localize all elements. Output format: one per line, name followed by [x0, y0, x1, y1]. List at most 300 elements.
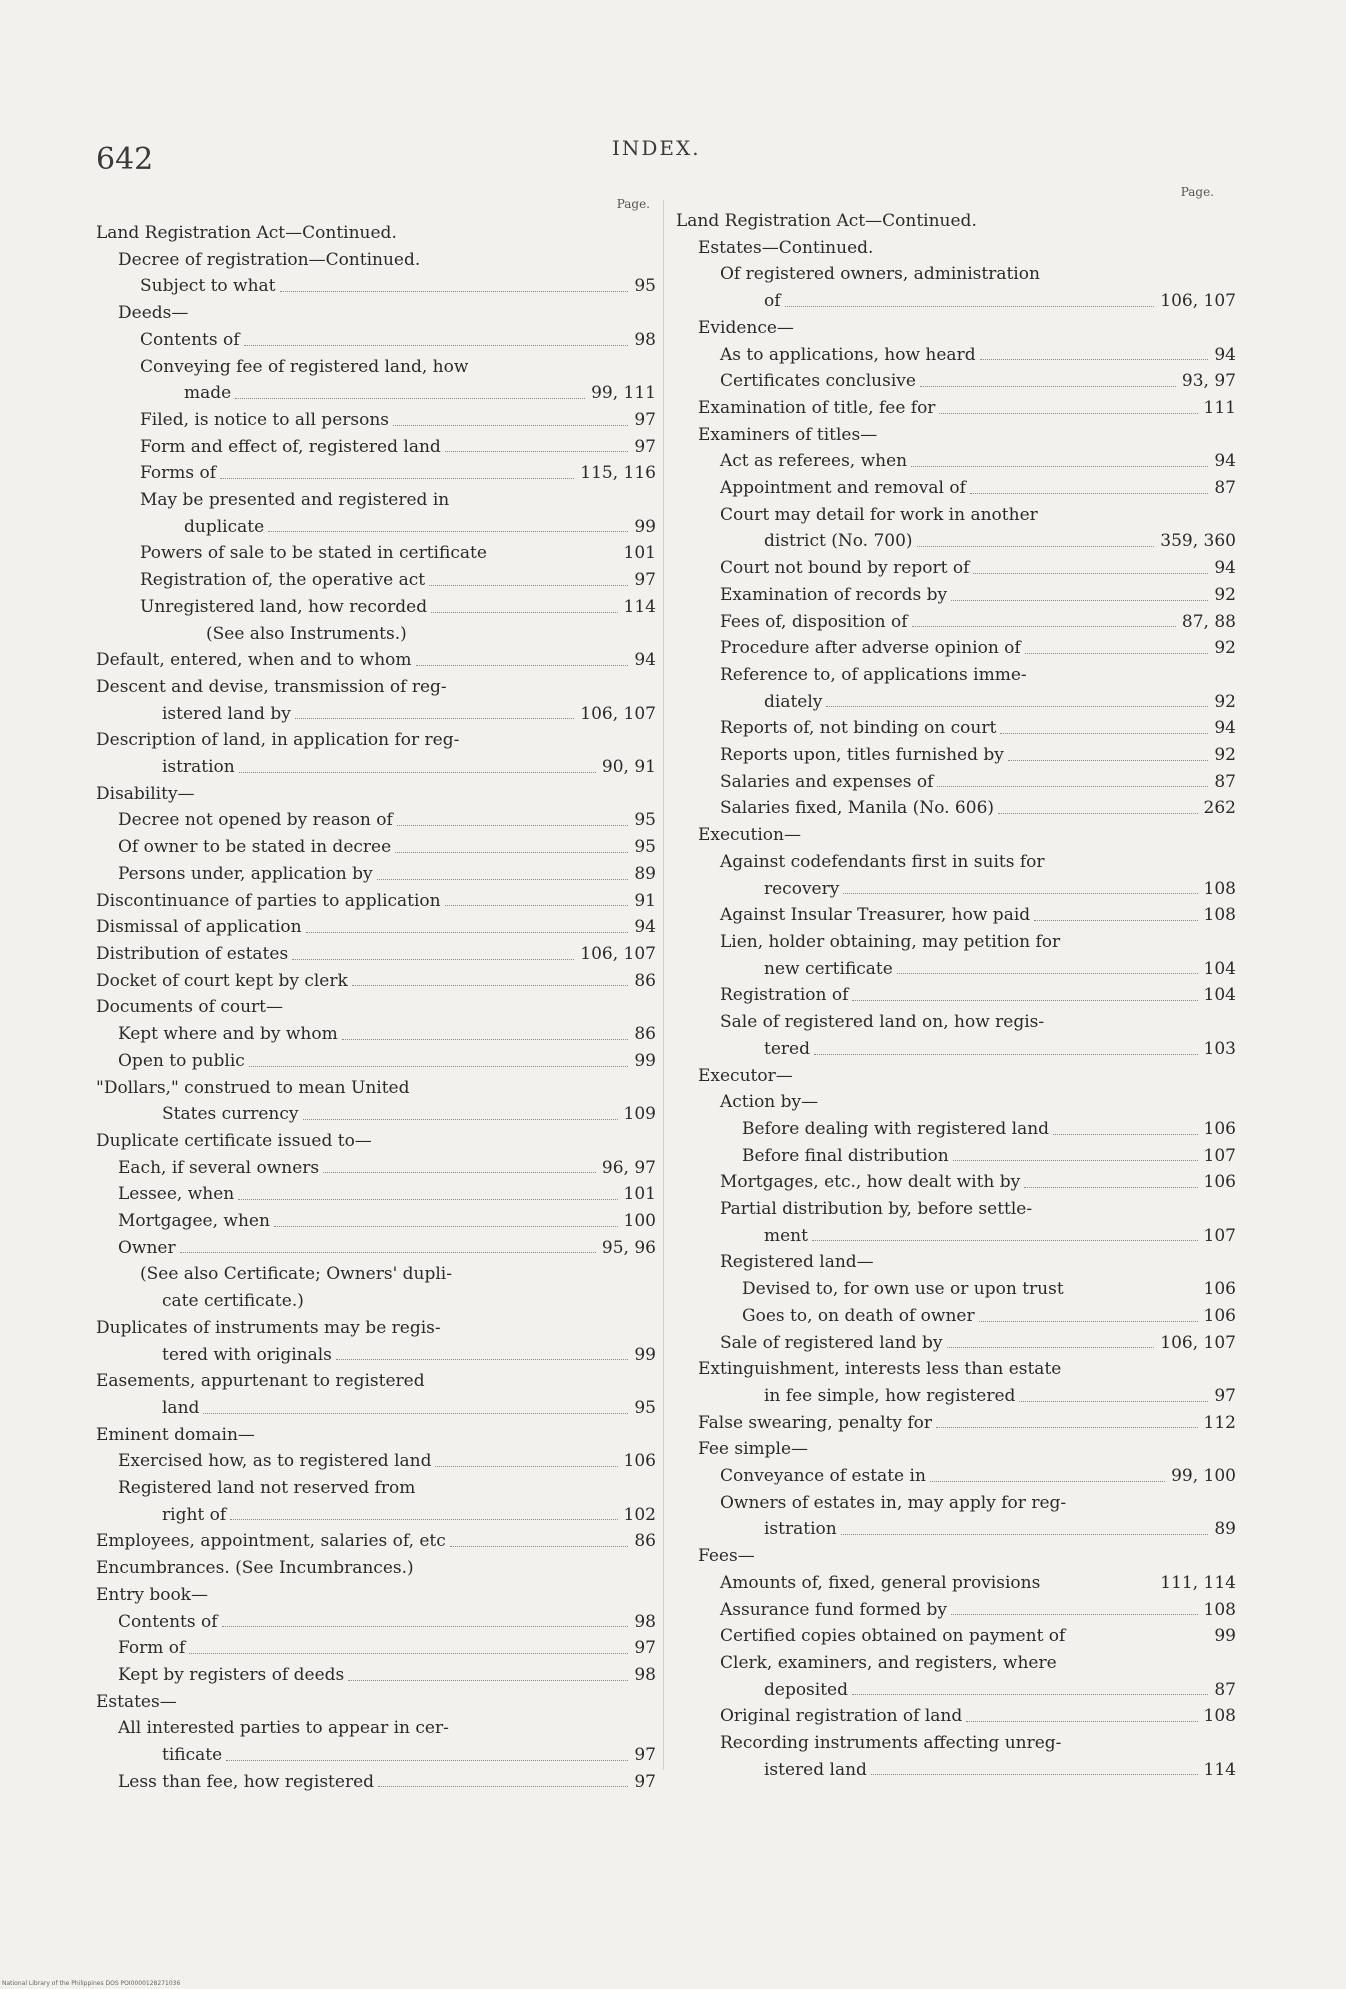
dot-leader [912, 626, 1176, 627]
index-entry-page: 94 [1214, 344, 1236, 365]
index-entry-page: 95 [634, 276, 656, 297]
index-entry-text: Executor— [698, 1065, 793, 1086]
index-entry-text: Powers of sale to be stated in certificate [140, 543, 487, 564]
index-entry-page: 112 [1203, 1412, 1236, 1433]
dot-leader [220, 478, 574, 479]
index-entry [96, 1128, 656, 1155]
index-entry [96, 1101, 656, 1128]
index-entry-text: Procedure after adverse opinion of [720, 638, 1021, 659]
index-entry-text: Execution— [698, 825, 801, 846]
index-entry-page: 102 [623, 1504, 656, 1525]
index-entry-page: 89 [634, 863, 656, 884]
left-entries-list [96, 220, 656, 1795]
dot-leader [303, 1119, 618, 1120]
dot-leader [1024, 1187, 1197, 1188]
index-entry-page: 106 [1203, 1118, 1236, 1139]
index-entry-page: 93, 97 [1181, 371, 1236, 392]
index-entry [676, 1063, 1236, 1090]
index-entry-page: 100 [623, 1211, 656, 1232]
index-entry-text: Assurance fund formed by [720, 1599, 947, 1620]
index-entry-text: Evidence— [698, 317, 794, 338]
dot-leader [222, 1626, 629, 1627]
dot-leader [395, 852, 628, 853]
index-entry-text: istration [162, 757, 235, 778]
right-index-column [676, 182, 1236, 1783]
index-entry-text: As to applications, how heard [720, 344, 976, 365]
index-entry-page: 97 [634, 1771, 656, 1792]
dot-leader [435, 1466, 617, 1467]
index-entry [96, 1315, 656, 1342]
index-entry [96, 354, 656, 381]
index-entry [96, 807, 656, 834]
dot-leader [920, 386, 1176, 387]
index-entry-page: 97 [634, 1638, 656, 1659]
index-entry-text: Decree of registration—Continued. [118, 249, 421, 270]
index-entry-page: 94 [1214, 718, 1236, 739]
index-entry-page: 99 [634, 516, 656, 537]
index-entry-text: Reports of, not binding on court [720, 718, 997, 739]
index-entry-text: Salaries and expenses of [720, 771, 934, 792]
dot-leader [917, 546, 1155, 547]
index-entry-page: 107 [1203, 1225, 1236, 1246]
index-entry-text: All interested parties to appear in cer- [118, 1718, 449, 1739]
dot-leader [1025, 653, 1209, 654]
dot-leader [812, 1240, 1198, 1241]
index-entry-text: recovery [764, 878, 840, 899]
index-entry-text: Each, if several owners [118, 1157, 320, 1178]
index-entry-text: right of [162, 1504, 227, 1525]
index-entry-text: tered with originals [162, 1344, 332, 1365]
index-entry [676, 1463, 1236, 1490]
index-entry-text: Descent and devise, transmission of reg- [96, 676, 447, 697]
dot-leader [450, 1546, 629, 1547]
dot-leader [939, 413, 1197, 414]
index-entry-page: 115, 116 [580, 463, 656, 484]
index-entry [96, 1689, 656, 1716]
dot-leader [936, 1427, 1198, 1428]
index-entry [676, 769, 1236, 796]
index-entry-text: Sale of registered land by [720, 1332, 943, 1353]
index-entry [96, 914, 656, 941]
index-entry [676, 1516, 1236, 1543]
index-entry-page: 98 [634, 329, 656, 350]
index-entry [96, 754, 656, 781]
index-entry [96, 487, 656, 514]
dot-leader [951, 600, 1208, 601]
index-entry [96, 861, 656, 888]
index-entry [676, 582, 1236, 609]
index-entry [96, 327, 656, 354]
page-column-label: Page. [1180, 185, 1214, 199]
index-entry [96, 1635, 656, 1662]
index-entry [96, 1181, 656, 1208]
index-entry-page: 99 [1214, 1626, 1236, 1647]
index-entry [676, 1223, 1236, 1250]
column-divider [663, 200, 664, 1770]
index-entry-text: Exercised how, as to registered land [118, 1451, 432, 1472]
index-entry [96, 273, 656, 300]
dot-leader [244, 345, 629, 346]
dot-leader [445, 451, 629, 452]
index-entry-text: "Dollars," construed to mean United [96, 1077, 410, 1098]
index-entry-text: Of registered owners, administration [720, 264, 1040, 285]
index-entry [96, 460, 656, 487]
index-entry-text: (See also Instruments.) [206, 623, 407, 644]
dot-leader [930, 1481, 1165, 1482]
index-entry-text: Amounts of, fixed, general provisions [720, 1572, 1041, 1593]
dot-leader [979, 1321, 1198, 1322]
index-entry-page: 108 [1203, 1706, 1236, 1727]
index-entry [96, 514, 656, 541]
index-entry-text: Sale of registered land on, how regis- [720, 1012, 1045, 1033]
index-entry [96, 1662, 656, 1689]
index-entry [96, 220, 656, 247]
page-number: 642 [96, 142, 154, 177]
dot-leader [814, 1054, 1198, 1055]
dot-leader [911, 466, 1208, 467]
index-entry [676, 1249, 1236, 1276]
index-entry [96, 1555, 656, 1582]
index-entry-text: Encumbrances. (See Incumbrances.) [96, 1558, 414, 1579]
dot-leader [1008, 760, 1208, 761]
index-entry [676, 235, 1236, 262]
index-entry [96, 1155, 656, 1182]
index-entry-text: Unregistered land, how recorded [140, 596, 428, 617]
dot-leader [180, 1252, 596, 1253]
index-entry-text: Clerk, examiners, and registers, where [720, 1652, 1057, 1673]
index-entry [676, 448, 1236, 475]
dot-leader [323, 1172, 596, 1173]
index-entry [676, 1009, 1236, 1036]
dot-leader [1034, 920, 1197, 921]
index-entry-text: Examiners of titles— [698, 424, 878, 445]
index-entry-page: 86 [634, 1531, 656, 1552]
index-entry [676, 1356, 1236, 1383]
index-entry [96, 968, 656, 995]
index-entry-text: tificate [162, 1745, 223, 1766]
index-entry-page: 92 [1214, 691, 1236, 712]
index-entry-page: 86 [634, 970, 656, 991]
index-entry-text: Land Registration Act—Continued. [96, 223, 397, 243]
dot-leader [378, 1786, 628, 1787]
index-entry [96, 1528, 656, 1555]
index-entry-page: 98 [634, 1664, 656, 1685]
index-entry-page: 91 [634, 890, 656, 911]
index-entry [676, 261, 1236, 288]
dot-leader [235, 398, 585, 399]
index-entry [676, 1383, 1236, 1410]
index-entry [676, 208, 1236, 235]
index-entry-text: land [162, 1397, 200, 1418]
index-entry-text: Salaries fixed, Manila (No. 606) [720, 798, 995, 819]
index-entry-text: Lien, holder obtaining, may petition for [720, 931, 1061, 952]
index-entry-page: 94 [634, 650, 656, 671]
index-entry-text: duplicate [184, 516, 265, 537]
dot-leader [937, 786, 1208, 787]
index-entry [676, 795, 1236, 822]
index-entry-text: of [764, 291, 781, 312]
index-entry-page: 99 [634, 1344, 656, 1365]
dot-leader [239, 772, 596, 773]
index-entry-text: Extinguishment, interests less than estate [698, 1359, 1062, 1380]
dot-leader [852, 1694, 1208, 1695]
dot-leader [226, 1760, 628, 1761]
index-entry-page: 104 [1203, 985, 1236, 1006]
index-entry-text: Mortgages, etc., how dealt with by [720, 1172, 1021, 1193]
index-entry-text: istered land [764, 1759, 867, 1780]
dot-leader [336, 1359, 628, 1360]
index-entry-page: 114 [1203, 1759, 1236, 1780]
index-entry-page: 96, 97 [601, 1157, 656, 1178]
index-entry-text: Original registration of land [720, 1706, 963, 1727]
index-entry-text: Reports upon, titles furnished by [720, 745, 1004, 766]
index-entry [676, 288, 1236, 315]
index-entry [676, 1757, 1236, 1784]
index-entry-text: Of owner to be stated in decree [118, 837, 392, 858]
index-entry [676, 1169, 1236, 1196]
index-entry [676, 1570, 1236, 1597]
index-entry-text: Kept where and by whom [118, 1024, 338, 1045]
index-entry-page: 359, 360 [1160, 531, 1236, 552]
page-column-label: Page. [616, 197, 650, 211]
index-entry [96, 1422, 656, 1449]
dot-leader [429, 585, 628, 586]
index-entry-page: 97 [634, 436, 656, 457]
index-entry [676, 1677, 1236, 1704]
dot-leader [970, 493, 1208, 494]
dot-leader [431, 612, 617, 613]
index-entry-page: 101 [623, 543, 656, 564]
dot-leader [342, 1039, 629, 1040]
index-entry-text: Land Registration Act—Continued. [676, 211, 977, 231]
index-entry-text: Lessee, when [118, 1184, 235, 1205]
index-entry [676, 475, 1236, 502]
left-index-column [96, 182, 656, 1795]
index-entry [96, 1021, 656, 1048]
index-entry-text: Form and effect of, registered land [140, 436, 441, 457]
index-entry [96, 1342, 656, 1369]
index-entry-page: 87 [1214, 478, 1236, 499]
index-entry [96, 888, 656, 915]
dot-leader [1053, 1134, 1198, 1135]
index-entry [676, 742, 1236, 769]
index-entry-page: 106, 107 [580, 943, 656, 964]
index-entry [96, 621, 656, 648]
index-entry [676, 528, 1236, 555]
index-entry-text: Employees, appointment, salaries of, etc [96, 1531, 446, 1552]
index-entry-text: Fees— [698, 1546, 755, 1567]
index-entry-text: Registered land not reserved from [118, 1478, 416, 1499]
index-entry [676, 1089, 1236, 1116]
index-entry-text: Contents of [118, 1611, 218, 1632]
index-entry [676, 555, 1236, 582]
index-entry [676, 1116, 1236, 1143]
index-entry-text: istration [764, 1519, 837, 1540]
dot-leader [377, 879, 629, 880]
index-entry [676, 715, 1236, 742]
index-entry [96, 407, 656, 434]
index-entry [676, 902, 1236, 929]
index-entry-page: 97 [634, 409, 656, 430]
index-entry-text: cate certificate.) [162, 1291, 304, 1312]
index-entry [96, 1502, 656, 1529]
dot-leader [397, 825, 629, 826]
index-entry-text: Default, entered, when and to whom [96, 650, 412, 671]
index-entry-text: Contents of [140, 329, 240, 350]
dot-leader [306, 932, 629, 933]
index-entry-page: 103 [1203, 1038, 1236, 1059]
index-entry [96, 1582, 656, 1609]
index-entry-page: 99, 100 [1171, 1466, 1236, 1487]
dot-leader [352, 985, 629, 986]
index-entry-text: Conveying fee of registered land, how [140, 356, 469, 377]
index-entry-page: 97 [634, 570, 656, 591]
index-entry-page: 114 [623, 596, 656, 617]
index-entry-text: made [184, 383, 232, 404]
index-entry-text: Decree not opened by reason of [118, 810, 393, 831]
index-entry-text: Before final distribution [742, 1145, 949, 1166]
running-head: INDEX. [612, 136, 701, 160]
dot-leader [230, 1519, 617, 1520]
index-entry-text: Duplicate certificate issued to— [96, 1130, 372, 1151]
index-entry-text: deposited [764, 1679, 848, 1700]
index-entry-text: Forms of [140, 463, 217, 484]
index-entry [676, 422, 1236, 449]
index-entry [96, 727, 656, 754]
dot-leader [998, 813, 1198, 814]
index-entry [96, 1769, 656, 1796]
index-entry-text: in fee simple, how registered [764, 1385, 1016, 1406]
index-entry [96, 674, 656, 701]
index-entry [96, 701, 656, 728]
index-entry [96, 1235, 656, 1262]
index-entry-page: 87 [1214, 1679, 1236, 1700]
index-entry [676, 395, 1236, 422]
dot-leader [292, 959, 574, 960]
index-entry [676, 1703, 1236, 1730]
index-entry-page: 262 [1203, 798, 1236, 819]
index-entry-text: Registration of, the operative act [140, 570, 426, 591]
index-entry-text: Estates— [96, 1691, 177, 1712]
index-entry-page: 108 [1203, 905, 1236, 926]
index-entry [676, 929, 1236, 956]
index-entry-text: Disability— [96, 783, 195, 804]
footer-credit: National Library of the Philippines DOS POI0000128271036 [2, 1980, 181, 1987]
dot-leader [295, 718, 574, 719]
index-entry [96, 781, 656, 808]
index-entry-text: Reference to, of applications imme- [720, 664, 1027, 685]
index-entry-text: Form of [118, 1638, 186, 1659]
index-entry-page: 109 [623, 1104, 656, 1125]
index-entry-text: Owner [118, 1237, 176, 1258]
index-entry-text: Open to public [118, 1050, 245, 1071]
index-entry-page: 107 [1203, 1145, 1236, 1166]
index-entry-page: 92 [1214, 638, 1236, 659]
index-entry [676, 1330, 1236, 1357]
index-entry [96, 1475, 656, 1502]
index-entry-text: Goes to, on death of owner [742, 1305, 975, 1326]
dot-leader [1000, 733, 1208, 734]
index-entry-text: Devised to, for own use or upon trust [742, 1279, 1064, 1300]
dot-leader [841, 1534, 1209, 1535]
index-entry-page: 95 [634, 837, 656, 858]
index-entry-page: 87, 88 [1181, 611, 1236, 632]
index-entry-page: 106, 107 [1160, 291, 1236, 312]
index-entry [96, 941, 656, 968]
index-entry-text: False swearing, penalty for [698, 1412, 933, 1433]
index-entry-page: 97 [634, 1745, 656, 1766]
dot-leader [268, 531, 628, 532]
dot-leader [973, 573, 1208, 574]
index-entry-text: new certificate [764, 958, 893, 979]
index-entry-text: Owners of estates in, may apply for reg- [720, 1492, 1067, 1513]
index-entry-text: Filed, is notice to all persons [140, 409, 390, 430]
dot-leader [966, 1721, 1197, 1722]
index-entry [96, 1261, 656, 1288]
index-entry-text: Act as referees, when [720, 451, 908, 472]
index-entry-text: Mortgagee, when [118, 1211, 270, 1232]
dot-leader [1019, 1401, 1208, 1402]
dot-leader [393, 425, 628, 426]
dot-leader [953, 1160, 1198, 1161]
index-entry-text: Conveyance of estate in [720, 1466, 926, 1487]
index-entry [676, 1276, 1236, 1303]
dot-leader [189, 1653, 628, 1654]
index-entry-text: Appointment and removal of [720, 478, 966, 499]
index-entry [676, 635, 1236, 662]
index-entry-text: diately [764, 691, 823, 712]
dot-leader [980, 359, 1209, 360]
index-entry-text: Less than fee, how registered [118, 1771, 375, 1792]
index-entry-text: Persons under, application by [118, 863, 373, 884]
dot-leader [348, 1680, 628, 1681]
index-entry-page: 95 [634, 810, 656, 831]
index-entry [676, 876, 1236, 903]
index-entry-page: 94 [1214, 558, 1236, 579]
index-entry-page: 95 [634, 1397, 656, 1418]
right-entries-list [676, 208, 1236, 1783]
index-entry-text: Kept by registers of deeds [118, 1664, 345, 1685]
index-entry-text: Discontinuance of parties to application [96, 890, 441, 911]
index-entry-text: Description of land, in application for reg- [96, 730, 460, 751]
index-entry [676, 849, 1236, 876]
index-entry [676, 1143, 1236, 1170]
index-entry [96, 594, 656, 621]
index-entry-page: 87 [1214, 771, 1236, 792]
index-entry [96, 1609, 656, 1636]
index-entry-text: Easements, appurtenant to registered [96, 1371, 425, 1392]
index-entry-text: tered [764, 1038, 810, 1059]
index-entry [96, 834, 656, 861]
index-entry-page: 106 [1203, 1305, 1236, 1326]
index-entry [676, 1410, 1236, 1437]
index-entry [676, 1597, 1236, 1624]
index-entry-text: Registration of [720, 985, 849, 1006]
index-entry-text: Court may detail for work in another [720, 504, 1038, 525]
index-entry [96, 994, 656, 1021]
dot-leader [871, 1774, 1198, 1775]
index-entry [96, 540, 656, 567]
index-entry-text: May be presented and registered in [140, 490, 450, 511]
index-entry [96, 1395, 656, 1422]
dot-leader [897, 973, 1198, 974]
index-entry-page: 94 [634, 917, 656, 938]
index-entry-text: Court not bound by report of [720, 558, 970, 579]
index-entry [676, 342, 1236, 369]
index-entry [676, 1730, 1236, 1757]
index-entry-page: 104 [1203, 958, 1236, 979]
index-entry-page: 95, 96 [601, 1237, 656, 1258]
